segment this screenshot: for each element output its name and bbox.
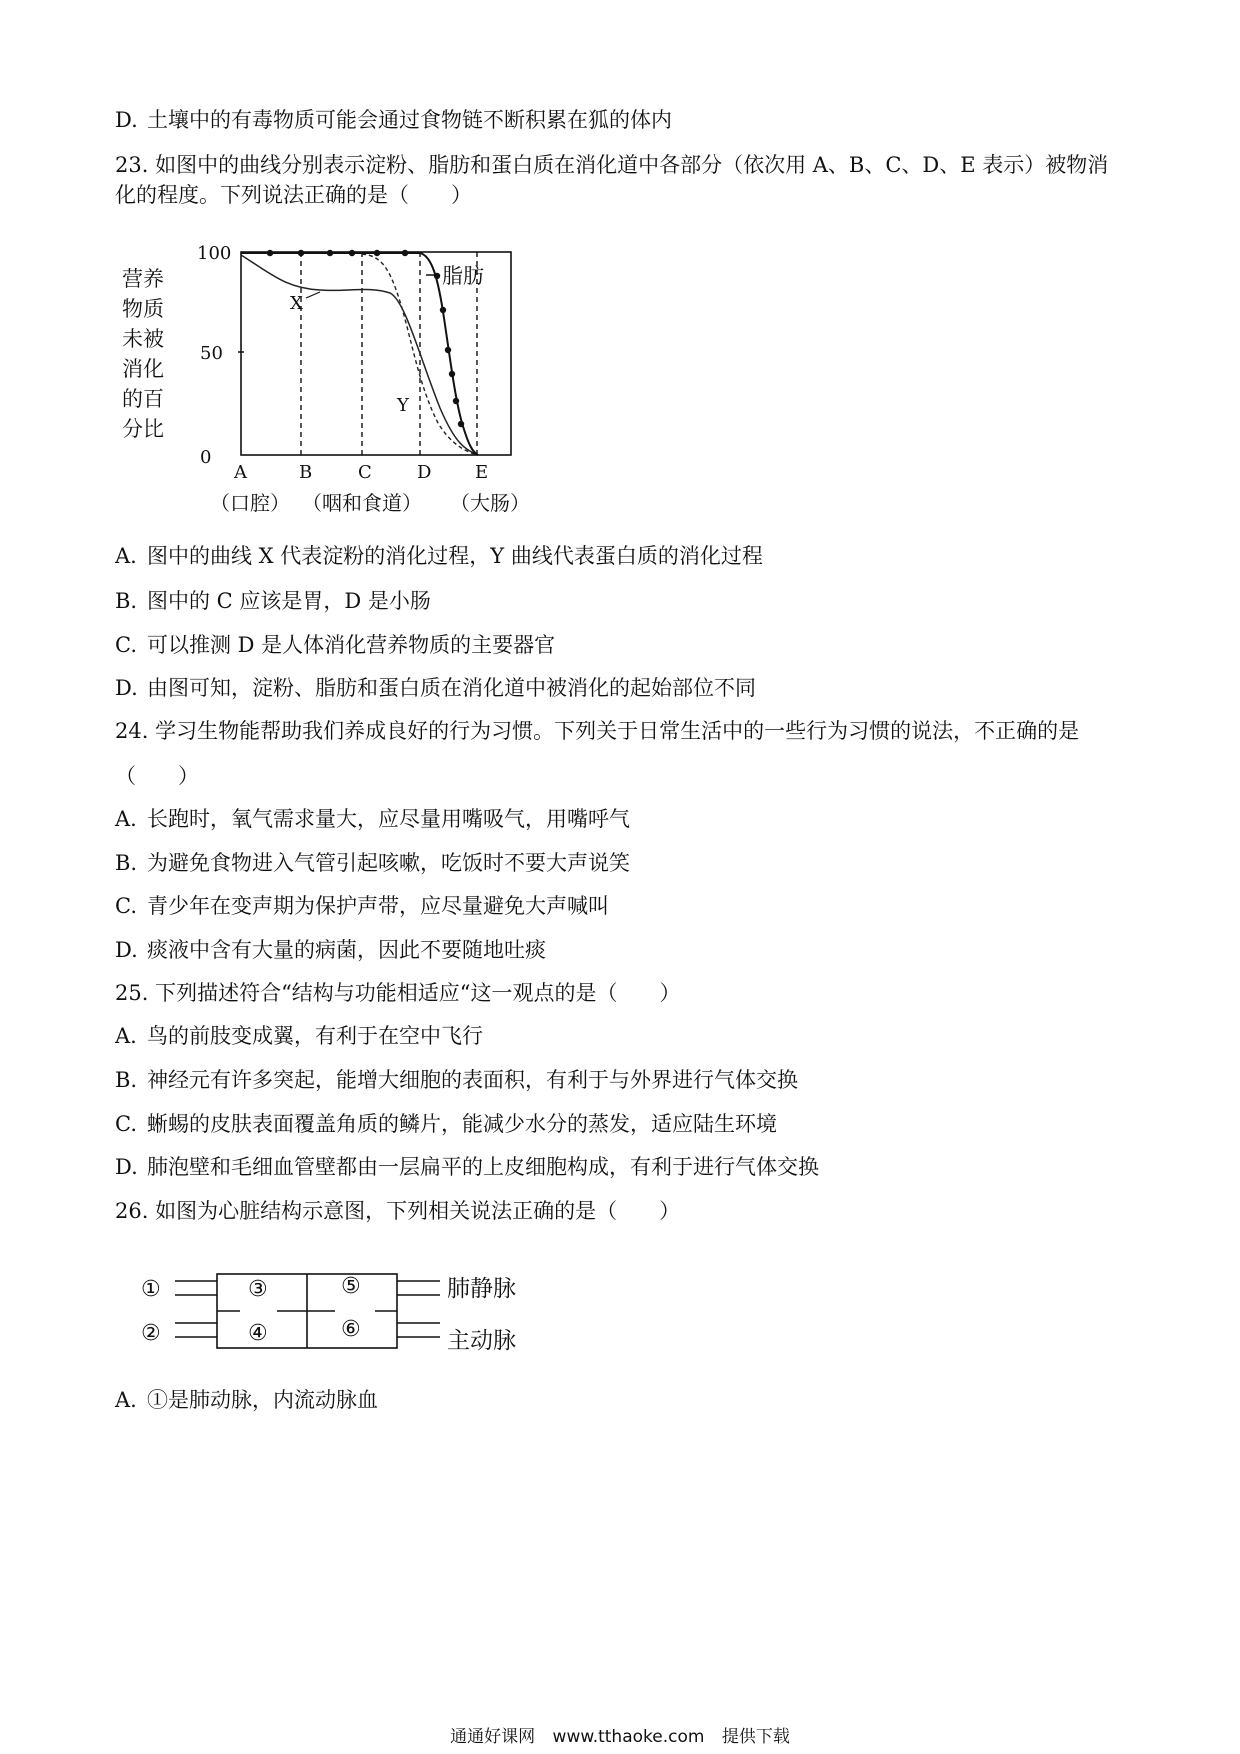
q25-stem: 25. 下列描述符合“结构与功能相适应“这一观点的是（ ） xyxy=(115,981,681,1005)
footer-site: 通通好课网 xyxy=(450,1727,536,1747)
q23-option-b: B. 图中的 C 应该是胃，D 是小肠 xyxy=(115,589,431,613)
q25-option-d: D. 肺泡壁和毛细血管壁都由一层扁平的上皮细胞构成，有利于进行气体交换 xyxy=(115,1155,819,1179)
label-5: ⑤ xyxy=(341,1274,361,1299)
fat-dots xyxy=(267,250,464,427)
section-e: E xyxy=(475,462,489,483)
section-a: A xyxy=(234,462,247,483)
q24-option-a: A. 长跑时，氧气需求量大，应尽量用嘴吸气，用嘴呼气 xyxy=(115,807,630,831)
heart-diagram xyxy=(135,1262,555,1362)
q25-option-a: A. 鸟的前肢变成翼，有利于在空中飞行 xyxy=(115,1024,483,1048)
ytick-100: 100 xyxy=(197,243,232,264)
ylabel-line-2: 物质 xyxy=(122,297,164,321)
q25-option-c: C. 蜥蜴的皮肤表面覆盖角质的鳞片，能减少水分的蒸发，适应陆生环境 xyxy=(115,1112,777,1136)
q23-option-c: C. 可以推测 D 是人体消化营养物质的主要器官 xyxy=(115,633,556,657)
q23-stem-line2: 化的程度。下列说法正确的是（ ） xyxy=(115,183,472,207)
q24-option-b: B. 为避免食物进入气管引起咳嗽，吃饭时不要大声说笑 xyxy=(115,851,630,875)
q22-option-d: D. 土壤中的有毒物质可能会通过食物链不断积累在狐的体内 xyxy=(115,108,672,132)
label-pulmonary-vein: 肺静脉 xyxy=(447,1276,516,1302)
label-4: ④ xyxy=(248,1321,268,1346)
digestion-chart xyxy=(120,238,600,578)
chart-ylabel xyxy=(122,267,164,441)
label-aorta: 主动脉 xyxy=(447,1328,516,1354)
label-y: Y xyxy=(397,395,409,416)
section-d: D xyxy=(417,462,432,483)
ytick-0: 0 xyxy=(200,447,212,468)
section-b: B xyxy=(299,462,313,483)
footer-note: 提供下载 xyxy=(721,1727,790,1747)
organ-large-intestine: （大肠） xyxy=(450,491,530,515)
organ-mouth: （口腔） xyxy=(210,491,290,515)
q26-option-a: A. ①是肺动脉，内流动脉血 xyxy=(115,1388,378,1412)
footer-url[interactable]: www.tthaoke.com xyxy=(552,1727,705,1747)
ytick-50: 50 xyxy=(200,343,223,364)
q23-stem-line1: 23. 如图中的曲线分别表示淀粉、脂肪和蛋白质在消化道中各部分（依次用 A、B、C、D、E 表示）被物消 xyxy=(115,153,1109,177)
q26-stem: 26. 如图为心脏结构示意图，下列相关说法正确的是（ ） xyxy=(115,1199,681,1223)
label-6: ⑥ xyxy=(341,1317,361,1342)
q23-option-d: D. 由图可知，淀粉、脂肪和蛋白质在消化道中被消化的起始部位不同 xyxy=(115,676,756,700)
label-x: X xyxy=(290,293,303,314)
ylabel-line-3: 未被 xyxy=(122,327,164,351)
ylabel-line-5: 的百 xyxy=(122,387,164,411)
ylabel-line-4: 消化 xyxy=(122,357,164,381)
label-2: ② xyxy=(141,1321,161,1346)
label-fat: 脂肪 xyxy=(442,264,484,288)
label-3: ③ xyxy=(248,1277,268,1302)
q25-option-b: B. 神经元有许多突起，能增大细胞的表面积，有利于与外界进行气体交换 xyxy=(115,1068,798,1092)
label-1: ① xyxy=(141,1277,161,1302)
q24-option-d: D. 痰液中含有大量的病菌，因此不要随地吐痰 xyxy=(115,938,546,962)
page-footer xyxy=(0,1725,1240,1749)
q24-stem-line2: （ ） xyxy=(115,764,199,788)
section-c: C xyxy=(358,462,372,483)
ylabel-line-1: 营养 xyxy=(122,267,164,291)
ylabel-line-6: 分比 xyxy=(122,417,164,441)
organ-pharynx-esophagus: （咽和食道） xyxy=(302,491,422,515)
q24-option-c: C. 青少年在变声期为保护声带，应尽量避免大声喊叫 xyxy=(115,894,609,918)
q23-option-a: A. 图中的曲线 X 代表淀粉的消化过程，Y 曲线代表蛋白质的消化过程 xyxy=(115,544,763,568)
q24-stem-line1: 24. 学习生物能帮助我们养成良好的行为习惯。下列关于日常生活中的一些行为习惯的说法，不正确的是 xyxy=(115,719,1080,743)
